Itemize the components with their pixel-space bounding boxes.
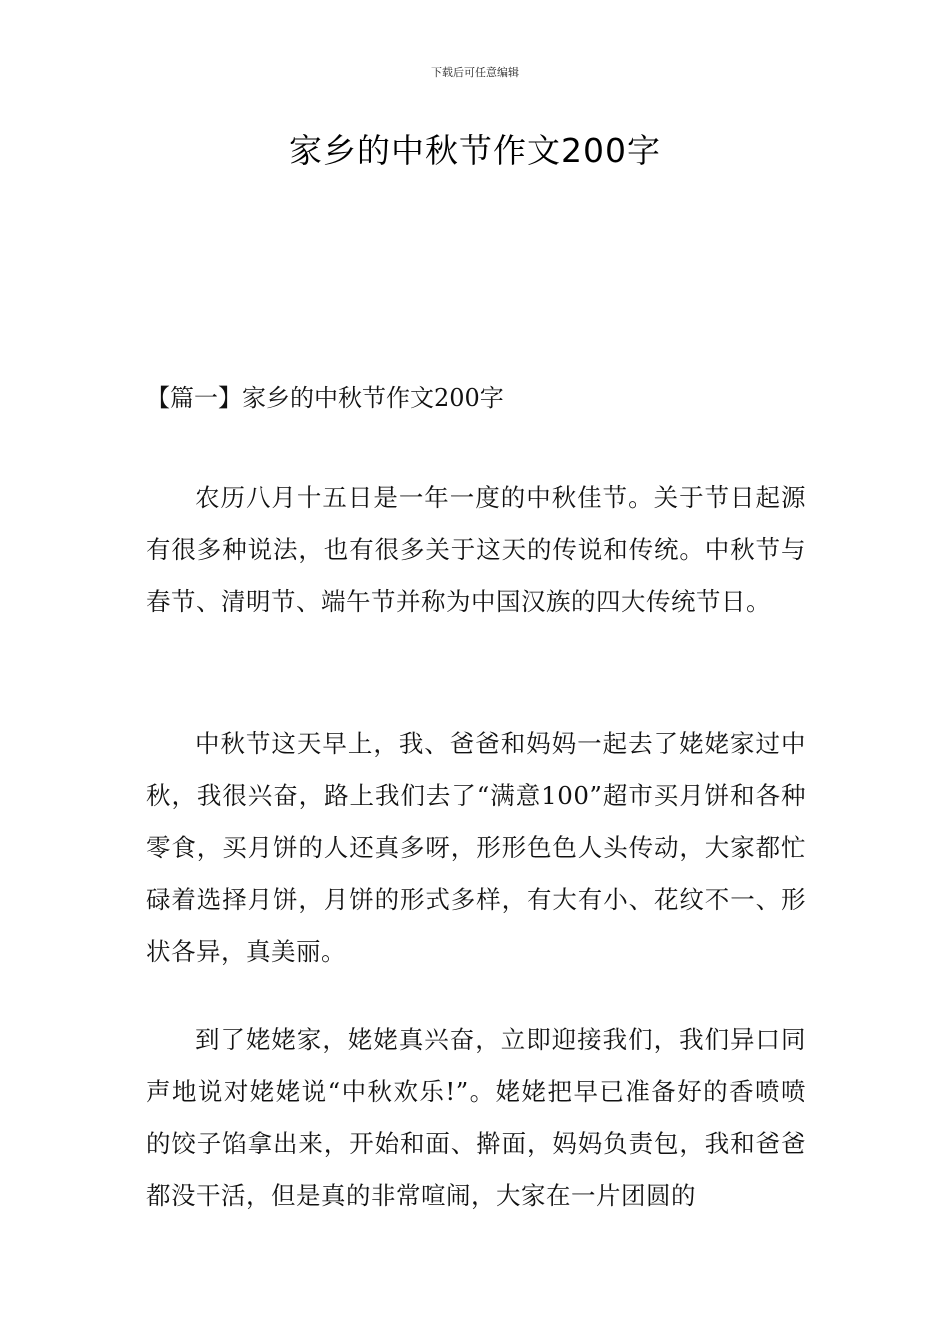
document-title: 家乡的中秋节作文200字 bbox=[289, 131, 661, 170]
header-note: 下载后可任意编辑 bbox=[431, 66, 519, 79]
section-heading: 【篇一】家乡的中秋节作文200字 bbox=[146, 384, 504, 412]
body-paragraph-2: 中秋节这天早上，我、爸爸和妈妈一起去了姥姥家过中秋，我很兴奋，路上我们去了“满意100”超市买月饼和各种零食，买月饼的人还真多呀，形形色色人头传动，大家都忙碌着选择月饼，月饼的形式多样，有大有小、花纹不一、形状各异，真美丽。 bbox=[146, 729, 806, 966]
body-paragraph-3: 到了姥姥家，姥姥真兴奋，立即迎接我们，我们异口同声地说对姥姥说“中秋欢乐!”。姥姥把早已准备好的香喷喷的饺子馅拿出来，开始和面、擀面，妈妈负责包，我和爸爸都没干活，但是真的非常喧闹，大家在一片团圆的 bbox=[146, 1025, 806, 1210]
body-paragraph-1: 农历八月十五日是一年一度的中秋佳节。关于节日起源有很多种说法，也有很多关于这天的传说和传统。中秋节与春节、清明节、端午节并称为中国汉族的四大传统节日。 bbox=[146, 483, 806, 616]
